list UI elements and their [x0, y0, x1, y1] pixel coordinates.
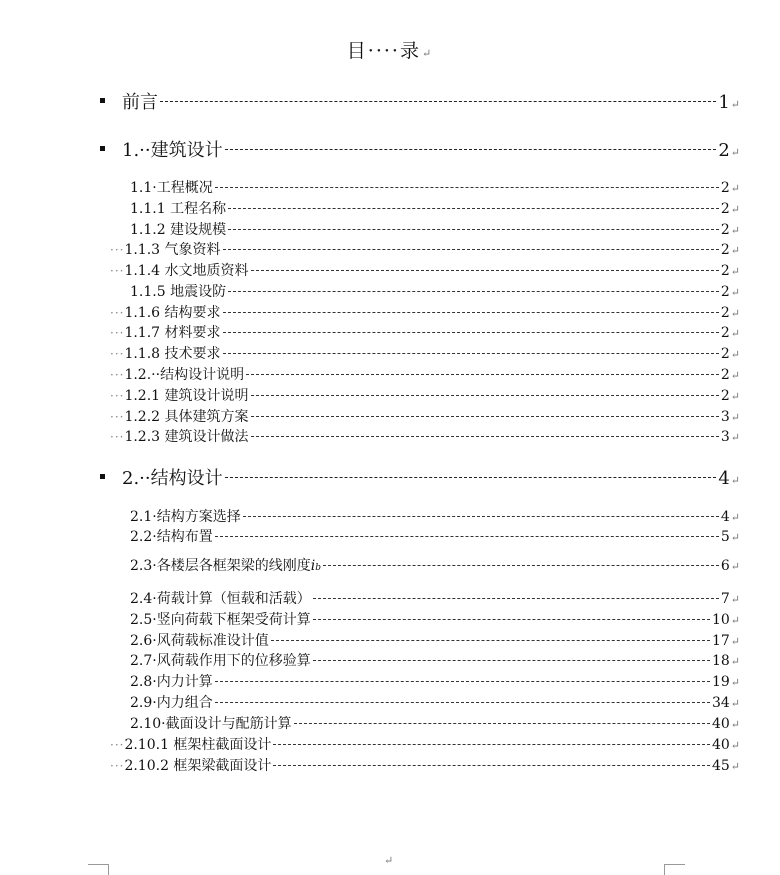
- toc-entry-s1-1-4[interactable]: [110, 260, 740, 280]
- indent-dots: ···: [110, 326, 125, 340]
- toc-entry-label: 2.7·风荷载作用下的位移验算: [130, 653, 311, 669]
- toc-page-number: 2: [720, 201, 730, 217]
- toc-page-number: 2: [720, 305, 730, 321]
- dot-leader: [271, 640, 710, 641]
- paragraph-mark-icon: ↵: [730, 146, 740, 159]
- toc-entry-ch2[interactable]: [122, 464, 740, 490]
- paragraph-mark-icon: ↵: [730, 431, 740, 444]
- paragraph-mark-icon: ↵: [730, 593, 740, 606]
- toc-entry-label: 1.··建筑设计: [122, 140, 223, 161]
- toc-entry-s1-1-7[interactable]: [110, 322, 740, 342]
- dot-leader: [243, 516, 719, 517]
- toc-entry-s1-1-3[interactable]: [110, 239, 740, 259]
- indent-dots: ···: [110, 738, 125, 752]
- toc-page-number: 10: [711, 612, 730, 628]
- toc-page-number: 2: [720, 180, 730, 196]
- toc-entry-ch1[interactable]: [122, 136, 740, 162]
- dot-leader: [223, 249, 719, 250]
- toc-entry-s2-8[interactable]: [130, 671, 740, 691]
- indent-dots: ···: [110, 368, 125, 382]
- toc-entry-label: 1.1.4 水文地质资料: [124, 263, 249, 279]
- toc-entry-label: 1.1.7 材料要求: [124, 325, 221, 341]
- toc-entry-label: 1.2.2 具体建筑方案: [124, 409, 249, 425]
- paragraph-mark-icon: ↵: [730, 531, 740, 544]
- toc-entry-label: 1.1·工程概况: [130, 180, 213, 196]
- toc-page-number: 2: [720, 346, 730, 362]
- paragraph-mark-icon: ↵: [730, 348, 740, 361]
- dot-leader: [313, 598, 719, 599]
- toc-entry-label: 1.1.2 建设规模: [130, 222, 227, 238]
- toc-page-number: 4: [718, 468, 730, 489]
- toc-entry-label: 2.2·结构布置: [130, 529, 213, 545]
- toc-entry-label: 1.1.3 气象资料: [124, 242, 221, 258]
- toc-entry-s2-5[interactable]: [130, 609, 740, 629]
- paragraph-mark-icon: ↵: [730, 98, 740, 111]
- dot-leader: [294, 723, 710, 724]
- toc-page-number: 6: [720, 558, 730, 574]
- toc-page-number: 1: [718, 92, 730, 113]
- toc-page-number: 34: [711, 695, 730, 711]
- dot-leader: [215, 681, 710, 682]
- indent-dots: ···: [110, 347, 125, 361]
- toc-entry-s2-7[interactable]: [130, 650, 740, 670]
- paragraph-mark-icon: ↵: [730, 760, 740, 773]
- toc-entry-s1-1-1[interactable]: [130, 198, 740, 218]
- toc-entry-s2-10[interactable]: [130, 713, 740, 733]
- toc-page-number: 18: [711, 653, 730, 669]
- toc-entry-s2-9[interactable]: [130, 692, 740, 712]
- paragraph-mark-icon: ↵: [730, 676, 740, 689]
- toc-page-number: 45: [711, 758, 730, 774]
- indent-dots: ···: [110, 264, 125, 278]
- toc-entry-s1-1-6[interactable]: [110, 302, 740, 322]
- toc-entry-label: 1.1.1 工程名称: [130, 201, 227, 217]
- toc-entry-s2-10-2[interactable]: [110, 755, 740, 775]
- dot-leader: [313, 660, 710, 661]
- paragraph-mark-icon: ↵: [421, 47, 434, 60]
- bullet-icon: [100, 98, 105, 103]
- toc-page-number: 2: [720, 325, 730, 341]
- toc-entry-label: 1.2.··结构设计说明: [124, 367, 245, 383]
- math-symbol: i: [310, 558, 316, 574]
- toc-entry-label: 前言: [122, 92, 158, 113]
- indent-dots: ···: [110, 389, 125, 403]
- toc-entry-s2-3[interactable]: [130, 555, 740, 575]
- paragraph-mark-icon: ↵: [730, 369, 740, 382]
- toc-entry-label: 2.10.1 框架柱截面设计: [124, 737, 272, 753]
- paragraph-mark-icon: ↵: [730, 307, 740, 320]
- toc-entry-label: 1.1.8 技术要求: [124, 346, 221, 362]
- paragraph-mark-icon: ↵: [730, 614, 740, 627]
- paragraph-mark-icon: ↵: [730, 635, 740, 648]
- toc-page-number: 3: [720, 409, 730, 425]
- toc-entry-label: 2.8·内力计算: [130, 674, 213, 690]
- toc-entry-label: 2.3·各楼层各框架梁的线刚度: [130, 558, 311, 574]
- toc-entry-s1-2-1[interactable]: [110, 385, 740, 405]
- toc-entry-s2-1[interactable]: [130, 506, 740, 526]
- page-corner-mark: [88, 864, 109, 875]
- toc-page-number: 4: [720, 509, 730, 525]
- toc-entry-s1-2[interactable]: [110, 364, 740, 384]
- toc-entry-label: 2.1·结构方案选择: [130, 509, 241, 525]
- indent-dots: ···: [110, 759, 125, 773]
- dot-leader: [251, 270, 719, 271]
- toc-entry-label: 1.2.3 建筑设计做法: [124, 429, 249, 445]
- toc-title: [0, 36, 780, 63]
- dot-leader: [215, 187, 719, 188]
- toc-page-number: 2: [720, 263, 730, 279]
- toc-entry-s1-1-2[interactable]: [130, 219, 740, 239]
- dot-leader: [251, 416, 719, 417]
- dot-leader: [215, 536, 719, 537]
- indent-dots: ···: [110, 306, 125, 320]
- dot-leader: [223, 312, 719, 313]
- toc-page-number: 2: [720, 388, 730, 404]
- paragraph-mark-icon: ↵: [730, 244, 740, 257]
- toc-entry-s2-2[interactable]: [130, 526, 740, 546]
- toc-entry-label: 1.1.5 地震设防: [130, 284, 227, 300]
- paragraph-mark-icon: ↵: [730, 265, 740, 278]
- indent-dots: ···: [110, 243, 125, 257]
- toc-entry-label: 2.10·截面设计与配筋计算: [130, 716, 292, 732]
- toc-entry-label: 2.5·竖向荷载下框架受荷计算: [130, 612, 311, 628]
- dot-leader: [273, 765, 710, 766]
- paragraph-mark-icon: ↵: [730, 739, 740, 752]
- toc-page-number: 2: [720, 284, 730, 300]
- dot-leader: [223, 353, 719, 354]
- toc-page-number: 40: [711, 737, 730, 753]
- dot-leader: [228, 229, 719, 230]
- dot-leader: [160, 101, 716, 102]
- dot-leader: [228, 208, 719, 209]
- paragraph-mark-icon: ↵: [730, 411, 740, 424]
- paragraph-mark-icon: ↵: [730, 224, 740, 237]
- dot-leader: [215, 702, 710, 703]
- bullet-icon: [100, 146, 105, 151]
- toc-page-number: 2: [720, 367, 730, 383]
- paragraph-mark-icon: ↵: [730, 390, 740, 403]
- paragraph-mark-icon: ↵: [730, 655, 740, 668]
- toc-page-number: 2: [720, 242, 730, 258]
- paragraph-mark-icon: ↵: [730, 560, 740, 573]
- dot-leader: [323, 565, 719, 566]
- toc-entry-label: 1.2.1 建筑设计说明: [124, 388, 249, 404]
- toc-page-number: 19: [711, 674, 730, 690]
- toc-page-number: 2: [720, 222, 730, 238]
- dot-leader: [228, 291, 719, 292]
- indent-dots: ···: [110, 430, 125, 444]
- indent-dots: ···: [110, 410, 125, 424]
- dot-leader: [223, 332, 719, 333]
- paragraph-mark-icon: ↵: [384, 854, 394, 867]
- dot-leader: [313, 619, 710, 620]
- dot-leader: [246, 374, 719, 375]
- toc-page-number: 7: [720, 591, 730, 607]
- bullet-icon: [100, 474, 105, 479]
- paragraph-mark-icon: ↵: [730, 286, 740, 299]
- toc-entry-preface[interactable]: [122, 88, 740, 114]
- dot-leader: [251, 395, 719, 396]
- toc-entry-label: 2.6·风荷载标准设计值: [130, 633, 269, 649]
- toc-title-text: 目····录: [346, 40, 421, 62]
- dot-leader: [225, 477, 717, 478]
- toc-entry-label: 2.10.2 框架梁截面设计: [124, 758, 272, 774]
- toc-entry-label: 2.4·荷载计算（恒载和活载）: [130, 591, 311, 607]
- toc-entry-s1-1-5[interactable]: [130, 281, 740, 301]
- toc-entry-s1-2-3[interactable]: [110, 426, 740, 446]
- toc-page-number: 40: [711, 716, 730, 732]
- toc-entry-s2-4[interactable]: [130, 588, 740, 608]
- toc-page-number: 3: [720, 429, 730, 445]
- paragraph-mark-icon: ↵: [730, 718, 740, 731]
- dot-leader: [225, 149, 717, 150]
- paragraph-mark-icon: ↵: [730, 327, 740, 340]
- dot-leader: [273, 744, 710, 745]
- toc-entry-s1-1-8[interactable]: [110, 343, 740, 363]
- paragraph-mark-icon: ↵: [730, 203, 740, 216]
- dot-leader: [251, 436, 719, 437]
- toc-page-number: 2: [718, 140, 730, 161]
- math-subscript: b: [315, 563, 321, 573]
- paragraph-mark-icon: ↵: [730, 182, 740, 195]
- toc-entry-label: 1.1.6 结构要求: [124, 305, 221, 321]
- toc-entry-label: 2.··结构设计: [122, 468, 223, 489]
- toc-page-number: 5: [720, 529, 730, 545]
- page-corner-mark: [664, 864, 685, 875]
- paragraph-mark-icon: ↵: [730, 697, 740, 710]
- paragraph-mark-icon: ↵: [730, 511, 740, 524]
- toc-entry-s2-6[interactable]: [130, 630, 740, 650]
- toc-page-number: 17: [711, 633, 730, 649]
- toc-entry-label: 2.9·内力组合: [130, 695, 213, 711]
- paragraph-mark-icon: ↵: [730, 474, 740, 487]
- toc-entry-s2-10-1[interactable]: [110, 734, 740, 754]
- toc-entry-s1-1[interactable]: [130, 177, 740, 197]
- toc-entry-s1-2-2[interactable]: [110, 406, 740, 426]
